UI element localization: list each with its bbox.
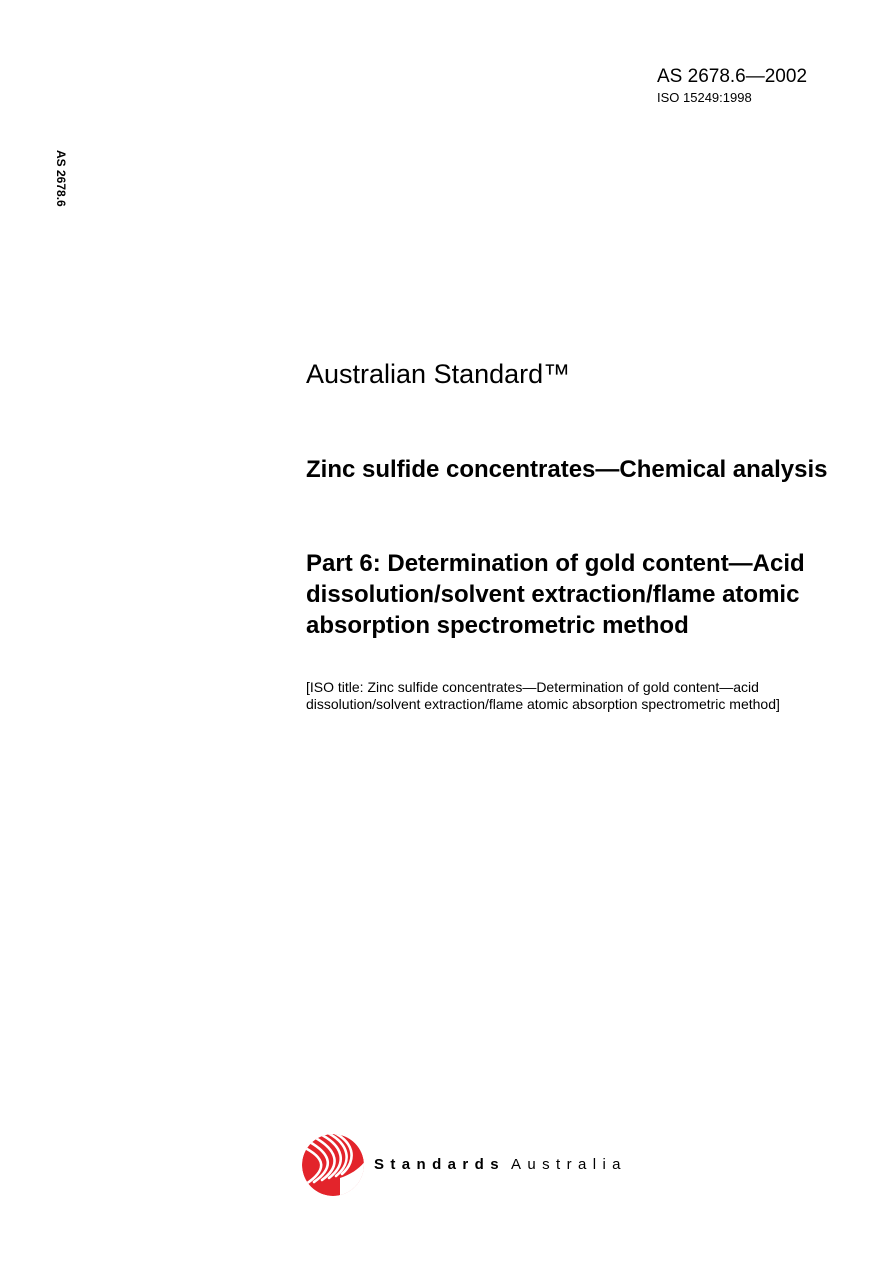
standards-australia-logo-icon bbox=[300, 1130, 370, 1200]
publisher-name-standards: Standards bbox=[374, 1156, 505, 1173]
document-title: Zinc sulfide concentrates—Chemical analysis bbox=[306, 456, 828, 483]
iso-number: ISO 15249:1998 bbox=[657, 90, 752, 105]
iso-title: [ISO title: Zinc sulfide concentrates—Determination of gold content—acid dissolution/solvent extraction/flame atomic absorption spectrometric method] bbox=[306, 679, 780, 712]
publisher-name-australia: Australia bbox=[510, 1156, 627, 1173]
publisher-name bbox=[374, 1155, 627, 1175]
spine-label: AS 2678.6 bbox=[54, 150, 68, 207]
brand-title: Australian Standard™ bbox=[306, 359, 571, 389]
part-title: Part 6: Determination of gold content—Acid dissolution/solvent extraction/flame atomic absorption spectrometric method bbox=[306, 550, 805, 639]
standard-number: AS 2678.6—2002 bbox=[657, 66, 808, 87]
